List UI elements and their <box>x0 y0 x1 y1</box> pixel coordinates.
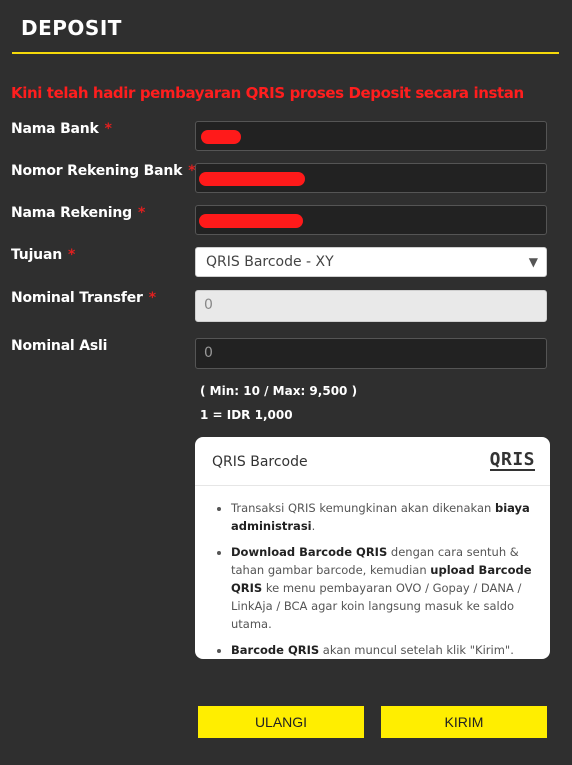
account-name-label: Nama Rekening * <box>11 205 146 221</box>
reset-button[interactable]: ULANGI <box>198 706 364 738</box>
redacted-value <box>199 214 303 228</box>
exchange-rate: 1 = IDR 1,000 <box>200 408 293 422</box>
required-mark: * <box>188 163 196 179</box>
required-mark: * <box>137 205 146 221</box>
redacted-value <box>199 172 305 186</box>
original-nominal-input[interactable]: 0 <box>195 338 547 369</box>
list-item: • Barcode QRIS akan muncul setelah klik "Kirim". <box>231 641 539 659</box>
submit-button[interactable]: KIRIM <box>381 706 547 738</box>
card-divider <box>195 485 550 486</box>
page-title: DEPOSIT <box>21 16 122 40</box>
list-item: • Download Barcode QRIS dengan cara sentuh & tahan gambar barcode, kemudian upload Barcode QRIS ke menu pembayaran OVO / Gopay / DANA / LinkAja / BCA agar koin langsung masuk ke saldo utama. <box>231 543 539 633</box>
transfer-nominal-label: Nominal Transfer * <box>11 290 156 306</box>
qris-logo-icon: QRIS <box>489 449 535 470</box>
required-mark: * <box>148 290 156 306</box>
qris-instructions <box>211 499 539 667</box>
page-header <box>12 0 559 54</box>
bank-name-field[interactable] <box>195 121 547 151</box>
qris-notice: Kini telah hadir pembayaran QRIS proses Deposit secara instan <box>11 84 524 102</box>
destination-label: Tujuan * <box>11 247 76 263</box>
deposit-limits: ( Min: 10 / Max: 9,500 ) <box>200 384 358 398</box>
chevron-down-icon: ▼ <box>528 255 538 269</box>
required-mark: * <box>67 247 76 263</box>
transfer-nominal-field: 0 <box>195 290 547 322</box>
account-name-field[interactable] <box>195 205 547 235</box>
bank-name-label: Nama Bank * <box>11 121 112 137</box>
destination-selected-value: QRIS Barcode - XY <box>206 254 334 270</box>
destination-select[interactable] <box>195 247 547 277</box>
required-mark: * <box>104 121 112 137</box>
account-number-label: Nomor Rekening Bank * <box>11 163 196 179</box>
list-item: • Transaksi QRIS kemungkinan akan dikenakan biaya administrasi. <box>231 499 539 535</box>
redacted-value <box>201 130 241 144</box>
qris-info-card <box>195 437 550 659</box>
qris-card-title: QRIS Barcode <box>212 454 308 470</box>
original-nominal-label: Nominal Asli <box>11 338 108 354</box>
account-number-field[interactable] <box>195 163 547 193</box>
